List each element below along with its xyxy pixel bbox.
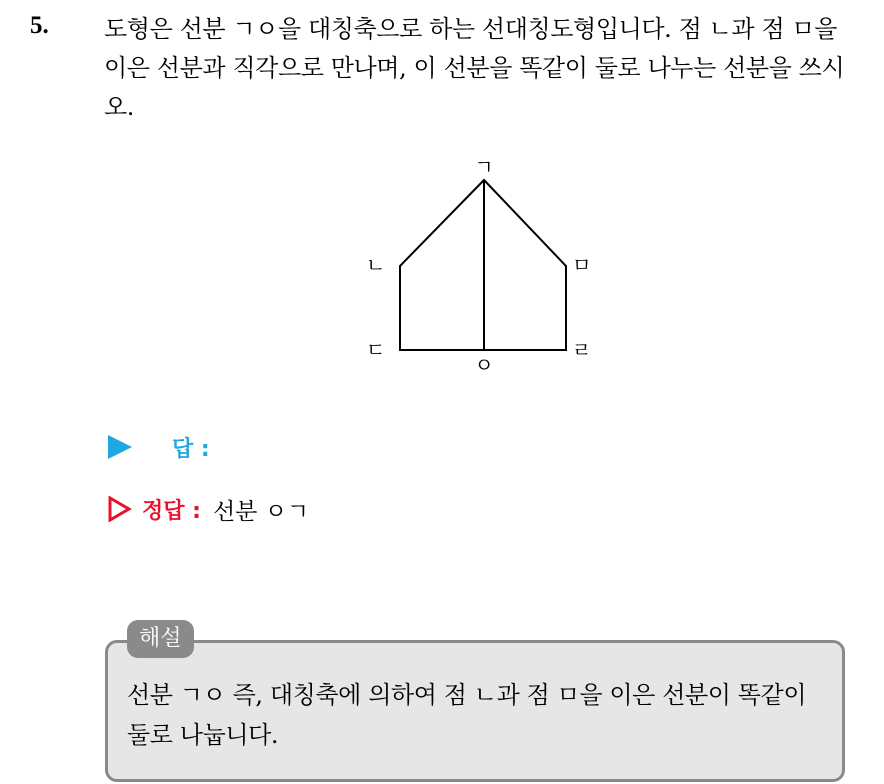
question-text: 도형은 선분 ㄱㅇ을 대칭축으로 하는 선대칭도형입니다. 점 ㄴ과 점 ㅁ을 이은 선분과 직각으로 만나며, 이 선분을 똑같이 둘로 나누는 선분을 쓰시오. bbox=[104, 15, 845, 121]
correct-answer-label: 정답 : bbox=[142, 498, 201, 524]
figure-diagram bbox=[360, 150, 610, 382]
point-label-d: ㄷ bbox=[366, 338, 386, 362]
symmetric-figure bbox=[360, 150, 610, 382]
explanation-text: 선분 ㄱㅇ 즉, 대칭축에 의하여 점 ㄴ과 점 ㅁ을 이은 선분이 똑같이 둘로 나눕니다. bbox=[127, 681, 807, 749]
point-label-g: ㄱ bbox=[474, 155, 494, 179]
point-label-r: ㄹ bbox=[572, 338, 592, 362]
answer-row bbox=[108, 430, 210, 464]
point-label-n: ㄴ bbox=[366, 253, 386, 277]
point-label-m: ㅁ bbox=[572, 253, 592, 277]
correct-answer-value: 선분 ㅇㄱ bbox=[212, 498, 310, 525]
question-number: 5. bbox=[30, 12, 49, 39]
outline-play-icon bbox=[108, 496, 132, 522]
play-icon bbox=[108, 435, 132, 459]
explanation-tag: 해설 bbox=[127, 620, 194, 658]
point-label-o: ㅇ bbox=[474, 353, 494, 377]
correct-answer-row bbox=[108, 492, 309, 526]
answer-label: 답 : bbox=[172, 436, 210, 462]
